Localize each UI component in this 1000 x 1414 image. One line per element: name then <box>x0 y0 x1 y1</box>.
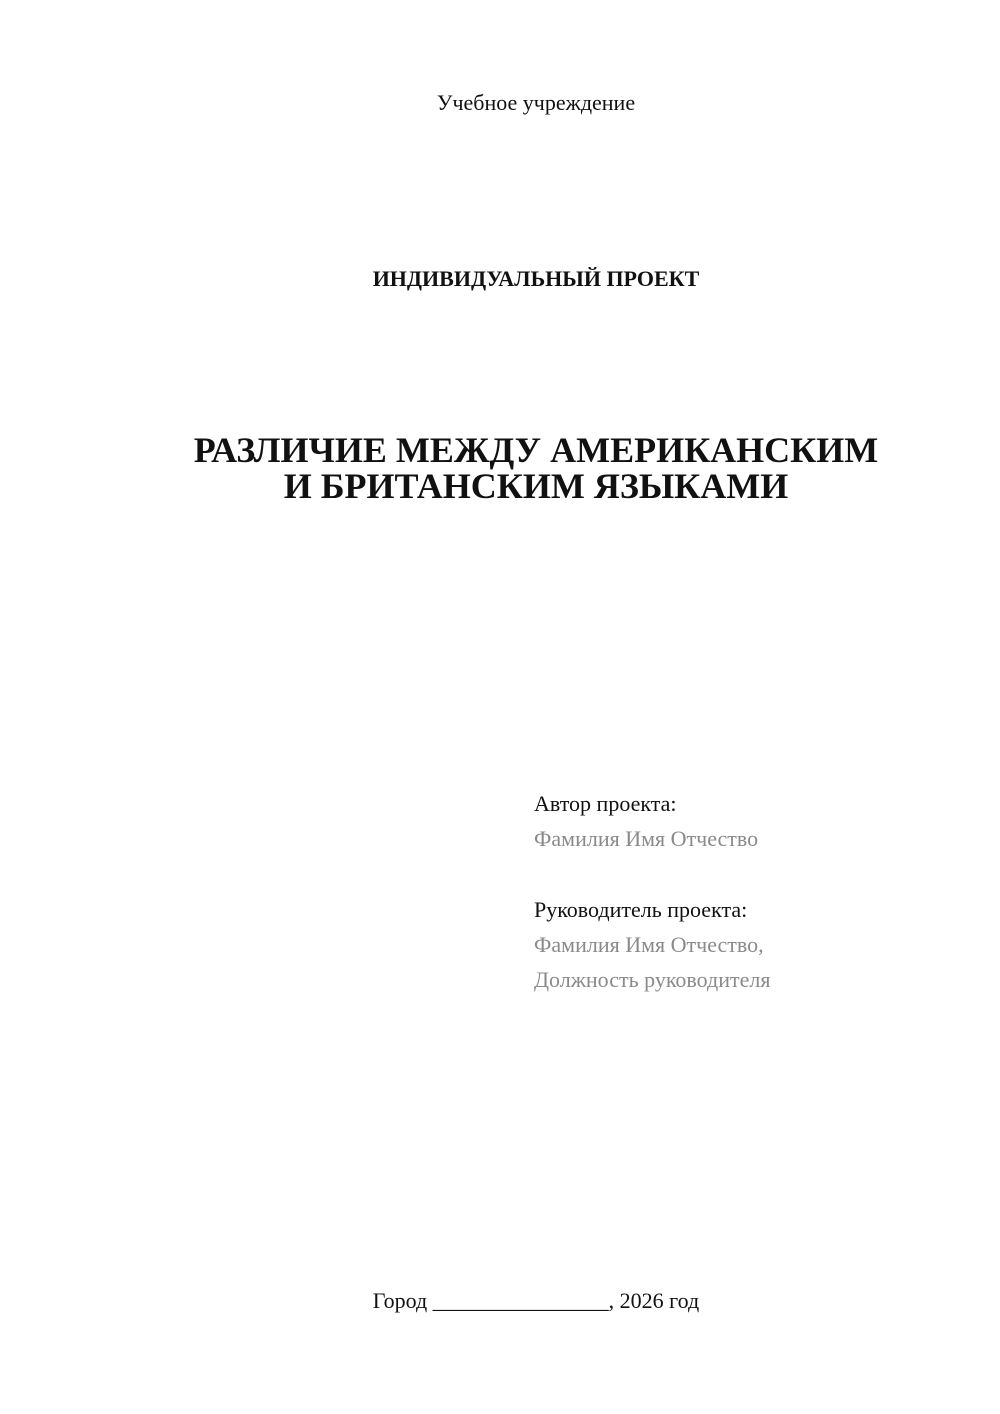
project-title-line-2: И БРИТАНСКИМ ЯЗЫКАМИ <box>283 466 789 506</box>
document-type: ИНДИВИДУАЛЬНЫЙ ПРОЕКТ <box>372 266 700 291</box>
author-name: Фамилия Имя Отчество <box>534 826 759 851</box>
institution-name: Учебное учреждение <box>436 90 636 115</box>
supervisor-block <box>534 892 770 997</box>
author-label: Автор проекта: <box>534 791 677 816</box>
project-title-line-1: РАЗЛИЧИЕ МЕЖДУ АМЕРИКАНСКИМ <box>193 430 879 470</box>
supervisor-label: Руководитель проекта: <box>534 897 748 922</box>
supervisor-name: Фамилия Имя Отчество, <box>534 932 764 957</box>
author-block <box>534 786 758 856</box>
project-title <box>0 432 1000 504</box>
city-year-line: Город ________________, 2026 год <box>372 1288 700 1313</box>
supervisor-position: Должность руководителя <box>534 967 771 992</box>
